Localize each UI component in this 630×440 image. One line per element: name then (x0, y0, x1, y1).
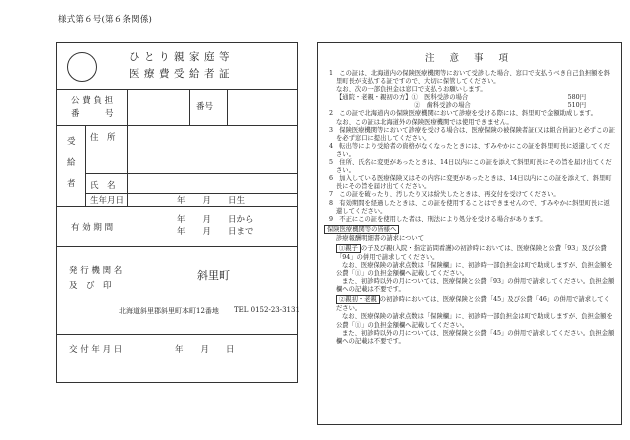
note-item: 3 保険医療機関等において診療を受ける場合は、医療保険の被保険者証(又は組合員証)と必ずこの証を必ず窓口に提出してください。 (329, 126, 615, 142)
note-item: 9 不正にこの証を使用した者は、刑法により処分を受ける場合があります。 (329, 215, 547, 223)
number-label: 番号 (196, 102, 214, 112)
billing-text: の初診時においては、医療保険と公費「45」及び公費「46」の併用で請求してください。 (336, 296, 610, 313)
divider (227, 89, 228, 125)
note-item: 5 住所、氏名に変更があったときは、14日以内にこの証を添えて斜里町長にその旨を届け出てください。 (329, 159, 612, 175)
note-item: 6 加入している医療保険又はその内容に変更があったときは、14日以内にこの証を添えて、斜里町長にその旨を届け出てください。 (329, 175, 612, 191)
issue-date-value: 年 月 日 (175, 345, 235, 355)
issue-date-label: 交 付 年 月 日 (69, 345, 123, 355)
box-heading: 保険医療機関等の皆様へ (324, 225, 399, 234)
fee-value: 510円 (567, 102, 586, 110)
billing-paragraph: なお、医療保険の請求点数は「保険欄」に、初診時一部負担金は町で助成しますが、負担金額を公費「①」の負担金額欄へ記載してください。 (336, 313, 613, 329)
name-label: 氏 名 (90, 181, 116, 191)
note-item: 4 転出等により受給者の資格がなくなったときには、すみやかにこの証を斜里町長に返還してください。 (329, 142, 611, 158)
note-item: 8 有効期間を経過したときは、この証を使用することはできませんので、すみやかに斜里町長に返還してください。 (329, 199, 610, 215)
divider (57, 89, 297, 90)
issuer-label: 及 び 印 (69, 281, 112, 291)
billing-paragraph (324, 294, 616, 313)
divider (127, 89, 128, 125)
issuer-tel: TEL 0152-23-3131 (234, 306, 300, 314)
recipient-card (56, 42, 298, 383)
seal-circle (67, 52, 97, 82)
billing-paragraph: また、初診時以外の月については、医療保険と公費「93」の併用で請求してください。負担金額欄への記載は不要です。 (336, 278, 615, 294)
fee-label: 【通院・老親・親初の方】① 医科受診の場合 (336, 94, 469, 102)
tag-box: ②親初・老親 (336, 295, 380, 304)
note-item: 7 この証を破ったり、汚したり又は紛失したときは、再交付を受けてください。 (329, 191, 560, 199)
issuer-label: 発 行 機 関 名 (69, 266, 123, 276)
divider (189, 89, 190, 125)
divider (85, 125, 86, 206)
card-title-line2: 医療費受給者証 (129, 68, 234, 80)
public-payer-label: 番 号 (71, 109, 114, 119)
address-label: 住 所 (90, 133, 116, 143)
note-subtext: なお、この証は北海道外の保険医療機関では使用できません。 (336, 118, 513, 126)
birth-label: 生年月日 (90, 196, 125, 206)
validity-to: 年 月 日まで (177, 227, 254, 237)
billing-paragraph (324, 243, 616, 262)
tag-box: ①親子 (336, 244, 361, 253)
card-title-line1: ひとり親家庭等 (129, 51, 234, 63)
fee-label: ② 歯科受診の場合 (414, 102, 471, 110)
recipient-side-label: 受 (67, 137, 76, 147)
divider (127, 125, 128, 206)
public-payer-label: 公 費 負 担 (71, 96, 114, 106)
billing-subtitle: 診療報酬明細書の請求について (336, 234, 425, 242)
billing-paragraph: なお、医療保険の請求点数は「保険欄」に、初診時一部負担金は町で助成しますが、負担金額を公費「①」の負担金額欄へ記載してください。 (336, 261, 613, 278)
billing-paragraph: また、初診時以外の月については、医療保険と公費「45」の併用で請求してください。負担金額欄への記載は不要です。 (336, 329, 615, 345)
divider (57, 246, 297, 247)
notes-panel (317, 42, 622, 425)
divider (85, 173, 298, 174)
form-number: 様式第６号(第６条関係) (58, 15, 153, 25)
issuer-name: 斜里町 (197, 269, 230, 282)
divider (57, 206, 297, 207)
birth-value: 年 月 日生 (177, 196, 246, 206)
validity-label: 有 効 期 間 (71, 223, 114, 233)
fee-value: 580円 (567, 94, 586, 102)
divider (57, 125, 297, 126)
note-item: 2 この証で北海道内の保険医療機関において診療を受ける際には、斜里町で金額助成します。 (329, 110, 597, 118)
note-item: 1 この証は、北海道内の保険医療機関等において受診した場合、窓口で支払うべき自己負担額を斜里町長が支払する証ですので、大切に保管してください。 (329, 70, 611, 86)
billing-text: の子及び親(入院・指定訪問看護)の初診時においては、医療保険と公費「93」及び公費「94」の併用で請求してください。 (336, 244, 607, 261)
note-subtext: なお、次の一部負担金は窓口で支払うお願いします。 (336, 86, 487, 94)
recipient-side-label: 給 (67, 158, 76, 168)
recipient-side-label: 者 (67, 179, 76, 189)
notes-body (324, 70, 616, 346)
divider (57, 334, 297, 335)
notes-title: 注 意 事 項 (424, 53, 515, 64)
validity-from: 年 月 日から (177, 215, 254, 225)
issuer-address: 北海道斜里郡斜里町本町12番地 (119, 307, 219, 315)
